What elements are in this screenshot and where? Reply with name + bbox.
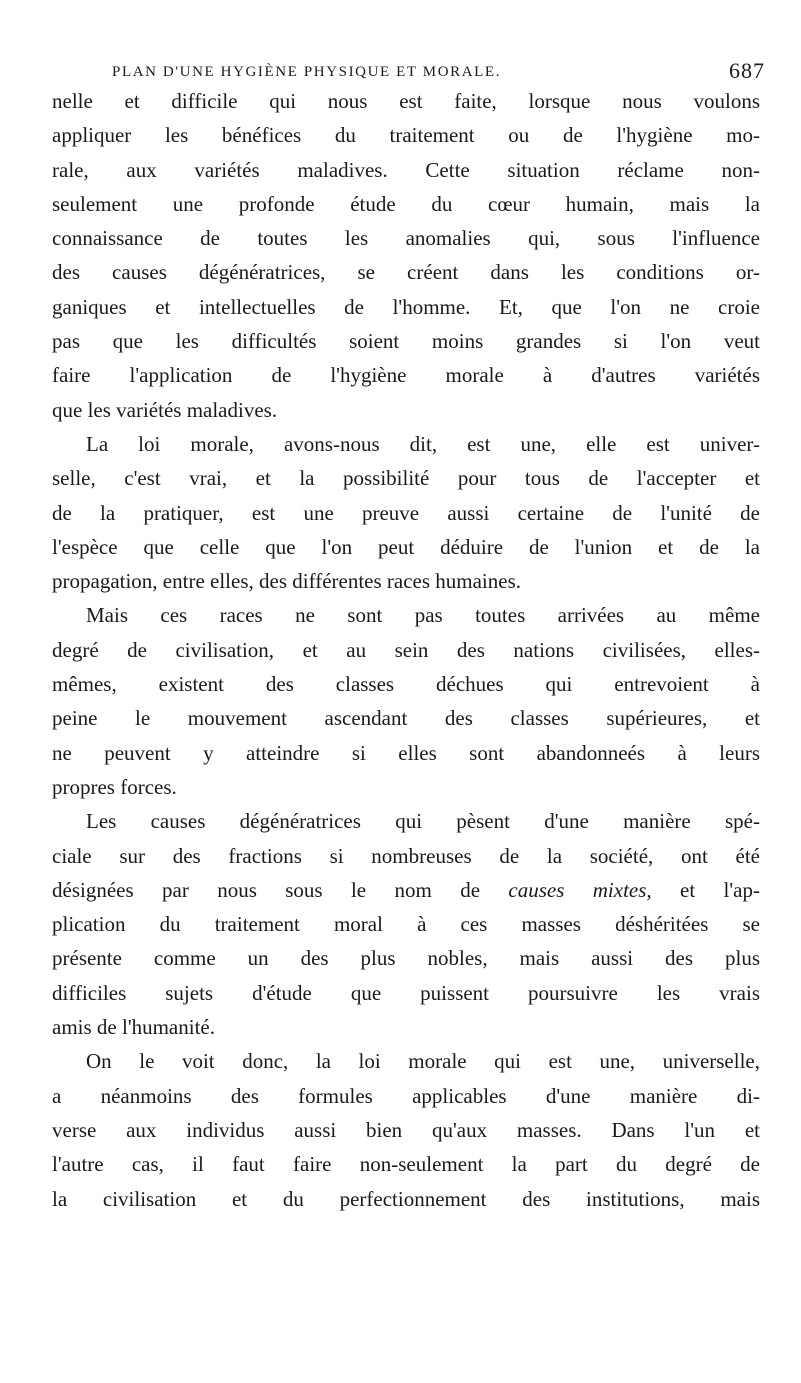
- text-line: rale, aux variétés maladives. Cette situation réclame non-: [52, 157, 760, 182]
- text-line: faire l'application de l'hygiène morale à d'autres variétés: [52, 363, 760, 388]
- text-line: selle, c'est vrai, et la possibilité pour tous de l'accepter et: [52, 466, 760, 491]
- text-line: la civilisation et du perfectionnement des institutions, mais: [52, 1186, 760, 1211]
- page-number: 687: [729, 58, 765, 83]
- text-line: ganiques et intellectuelles de l'homme. Et, que l'on ne croie: [52, 294, 760, 319]
- text-line: pas que les difficultés soient moins grandes si l'on veut: [52, 329, 760, 354]
- text-line: degré de civilisation, et au sein des nations civilisées, elles-: [52, 637, 760, 662]
- text-span: désignées par nous sous le nom de: [52, 877, 509, 902]
- text-line: connaissance de toutes les anomalies qui, sous l'influence: [52, 226, 760, 251]
- text-line: l'espèce que celle que l'on peut déduire de l'union et de la: [52, 534, 760, 559]
- paragraph-start: Mais ces races ne sont pas toutes arrivées au même: [86, 603, 760, 628]
- text-line-with-italic: [52, 873, 760, 907]
- text-line: mêmes, existent des classes déchues qui entrevoient à: [52, 672, 760, 697]
- text-line: présente comme un des plus nobles, mais aussi des plus: [52, 946, 760, 971]
- text-line: ne peuvent y atteindre si elles sont abandonneés à leurs: [52, 740, 760, 765]
- text-line: que les variétés maladives.: [52, 397, 278, 422]
- text-line: propagation, entre elles, des différentes races humaines.: [52, 569, 522, 594]
- text-line: peine le mouvement ascendant des classes supérieures, et: [52, 706, 760, 731]
- text-line: nelle et difficile qui nous est faite, lorsque nous voulons: [52, 89, 760, 113]
- text-line: plication du traitement moral à ces masses déshéritées se: [52, 912, 760, 937]
- running-head-title: PLAN D'UNE HYGIÈNE PHYSIQUE ET MORALE.: [112, 64, 502, 80]
- running-header: [112, 58, 765, 86]
- text-line: ciale sur des fractions si nombreuses de la société, ont été: [52, 843, 760, 868]
- text-line: difficiles sujets d'étude que puissent poursuivre les vrais: [52, 980, 760, 1005]
- text-line: a néanmoins des formules applicables d'une manière di-: [52, 1083, 760, 1108]
- text-line: appliquer les bénéfices du traitement ou de l'hygiène mo-: [52, 123, 760, 148]
- paragraph-start: Les causes dégénératrices qui pèsent d'une manière spé-: [86, 809, 760, 834]
- text-line: l'autre cas, il faut faire non-seulement la part du degré de: [52, 1152, 760, 1177]
- paragraph-start: On le voit donc, la loi morale qui est une, universelle,: [86, 1049, 760, 1074]
- text-line: des causes dégénératrices, se créent dans les conditions or-: [52, 260, 760, 285]
- italic-term: causes mixtes,: [508, 877, 652, 902]
- text-span: et l'ap-: [651, 877, 760, 902]
- text-line: de la pratiquer, est une preuve aussi certaine de l'unité de: [52, 500, 760, 525]
- paragraph-start: La loi morale, avons-nous dit, est une, elle est univer-: [86, 431, 760, 456]
- text-line: seulement une profonde étude du cœur humain, mais la: [52, 191, 760, 216]
- text-line: propres forces.: [52, 774, 177, 799]
- text-line: verse aux individus aussi bien qu'aux masses. Dans l'un et: [52, 1117, 760, 1142]
- body-text: [52, 84, 760, 1216]
- text-line: amis de l'humanité.: [52, 1015, 215, 1040]
